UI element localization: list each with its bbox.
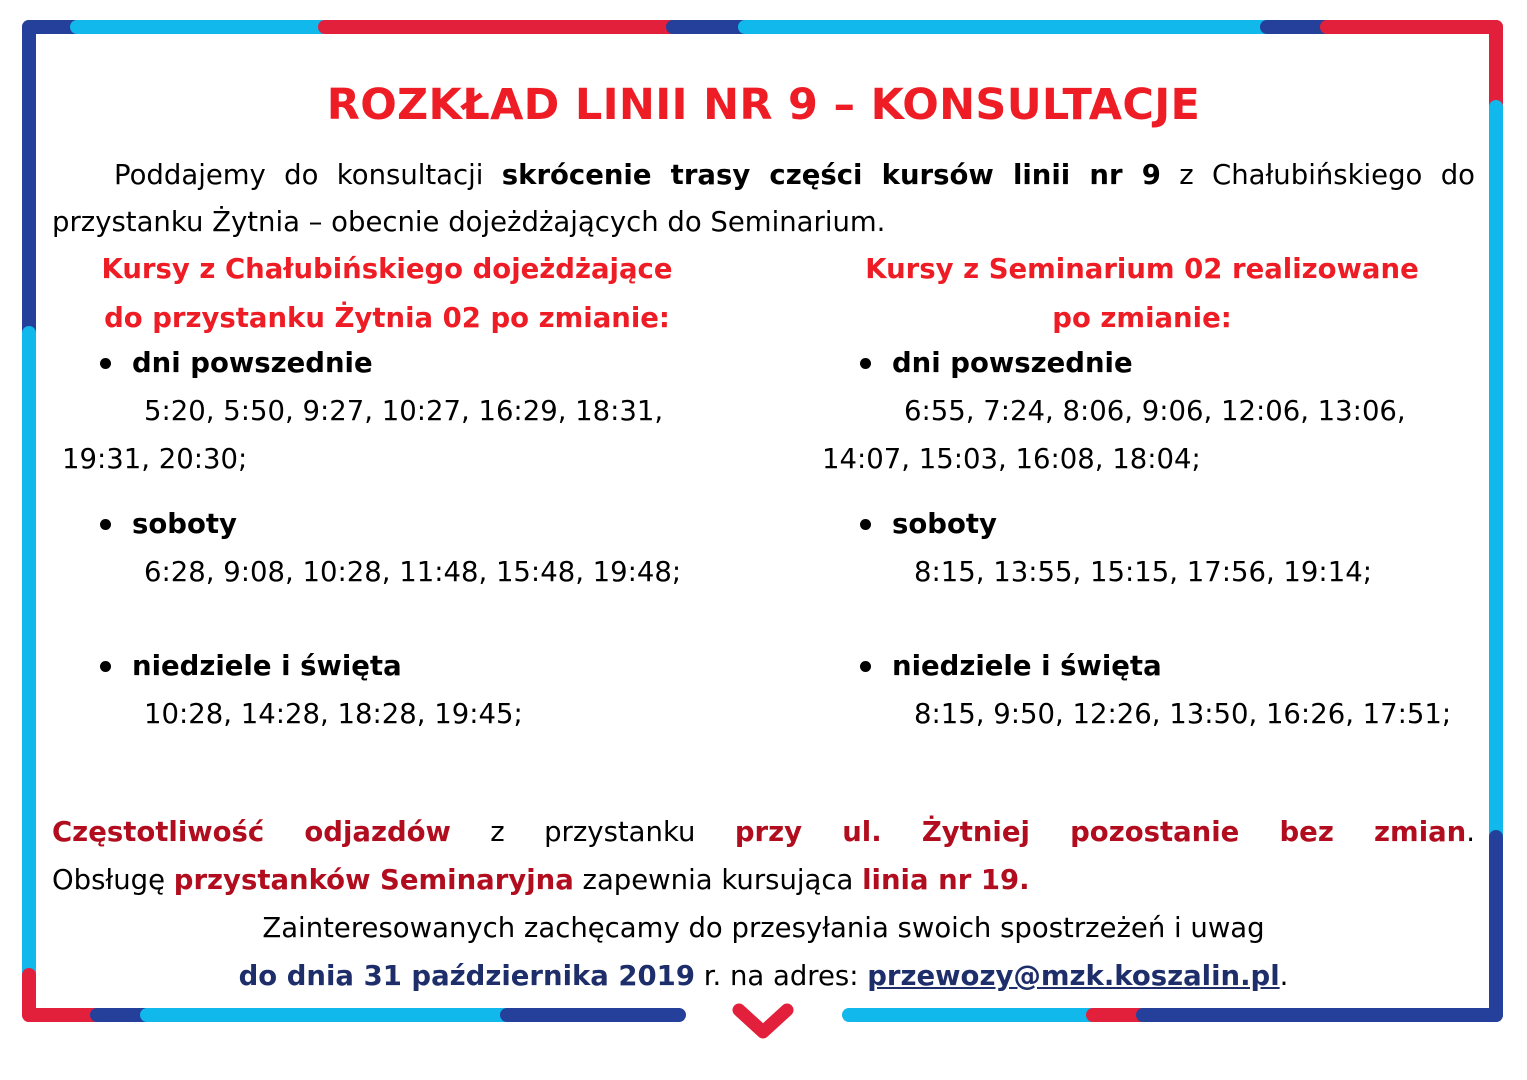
day-label	[52, 339, 722, 387]
day-label	[52, 642, 722, 690]
bullet-icon	[100, 358, 111, 369]
invitation-note: Zainteresowanych zachęcamy do przesyłania swoich spostrzeżeń i uwag	[262, 912, 1265, 944]
departure-times: 8:15, 9:50, 12:26, 13:50, 16:26, 17:51;	[914, 698, 1452, 730]
note-text: z przystanku	[450, 816, 735, 848]
heading-line: Kursy z Chałubińskiego dojeżdżające	[101, 253, 673, 285]
frame-segment	[500, 1008, 686, 1022]
day-section	[52, 500, 722, 596]
day-label-text: niedziele i święta	[892, 650, 1162, 682]
day-section	[812, 339, 1472, 483]
highlight-text: przy ul. Żytniej pozostanie bez zmian	[734, 816, 1467, 848]
day-label-text: soboty	[892, 508, 997, 540]
departure-times: 5:20, 5:50, 9:27, 10:27, 16:29, 18:31, 19:31, 20:30;	[62, 395, 664, 475]
day-label	[812, 642, 1472, 690]
departure-times: 6:28, 9:08, 10:28, 11:48, 15:48, 19:48;	[144, 556, 682, 588]
frame-segment	[22, 326, 36, 980]
frame-segment	[842, 1008, 1098, 1022]
bullet-icon	[860, 358, 871, 369]
frame-segment	[1489, 100, 1503, 842]
intro-text-end: z Chałubińskiego do przystanku Żytnia – obecnie dojeżdżających do Seminarium.	[52, 159, 1475, 238]
chevron-down-icon	[731, 1002, 795, 1040]
frequency-note	[52, 808, 1475, 856]
deadline-note	[52, 952, 1475, 1000]
right-column	[812, 245, 1472, 730]
heading-line: do przystanku Żytnia 02 po zmianie:	[104, 302, 670, 334]
day-label	[812, 500, 1472, 548]
day-label-text: niedziele i święta	[132, 650, 402, 682]
intro-text: Poddajemy do konsultacji	[114, 159, 502, 191]
frame-segment	[738, 20, 1272, 34]
highlight-text: Częstotliwość odjazdów	[52, 816, 451, 848]
departure-times: 6:55, 7:24, 8:06, 9:06, 12:06, 13:06, 14:07, 15:03, 16:08, 18:04;	[822, 395, 1406, 475]
note-text: .	[1279, 960, 1289, 992]
day-label-text: soboty	[132, 508, 237, 540]
note-text: .	[1466, 816, 1476, 848]
email-link[interactable]: przewozy@mzk.koszalin.pl	[867, 960, 1280, 992]
day-section	[52, 339, 722, 483]
note-text: r. na adres:	[694, 960, 868, 992]
frame-segment	[1320, 20, 1503, 34]
day-section	[52, 642, 722, 738]
left-column-heading	[52, 245, 722, 343]
bullet-icon	[100, 519, 111, 530]
day-label-text: dni powszednie	[132, 347, 373, 379]
highlight-text: linia nr 19.	[862, 864, 1030, 896]
frame-segment	[1136, 1008, 1503, 1022]
page-title: ROZKŁAD LINII NR 9 – KONSULTACJE	[326, 80, 1201, 130]
day-section	[812, 500, 1472, 596]
heading-line: po zmianie:	[1052, 302, 1232, 334]
frame-segment	[1489, 830, 1503, 1022]
bottom-notes	[52, 808, 1475, 1000]
frame-segment	[318, 20, 678, 34]
frame-segment	[140, 1008, 512, 1022]
right-column-heading	[812, 245, 1472, 343]
day-label-text: dni powszednie	[892, 347, 1133, 379]
frame-segment	[70, 20, 330, 34]
left-column	[52, 245, 722, 730]
bullet-icon	[860, 661, 871, 672]
highlight-text: przystanków Seminaryjna	[173, 864, 574, 896]
bullet-icon	[100, 661, 111, 672]
day-section	[812, 642, 1472, 738]
deadline-date: do dnia 31 października 2019	[238, 960, 695, 992]
day-label	[52, 500, 722, 548]
frame-segment	[22, 20, 36, 338]
departure-times: 8:15, 13:55, 15:15, 17:56, 19:14;	[914, 556, 1372, 588]
service-note	[52, 856, 1475, 904]
intro-paragraph	[52, 152, 1475, 246]
note-text: Obsługę	[52, 864, 174, 896]
note-text: zapewnia kursująca	[573, 864, 863, 896]
heading-line: Kursy z Seminarium 02 realizowane	[865, 253, 1419, 285]
intro-bold: skrócenie trasy części kursów linii nr 9	[501, 159, 1161, 191]
day-label	[812, 339, 1472, 387]
bullet-icon	[860, 519, 871, 530]
departure-times: 10:28, 14:28, 18:28, 19:45;	[144, 698, 523, 730]
